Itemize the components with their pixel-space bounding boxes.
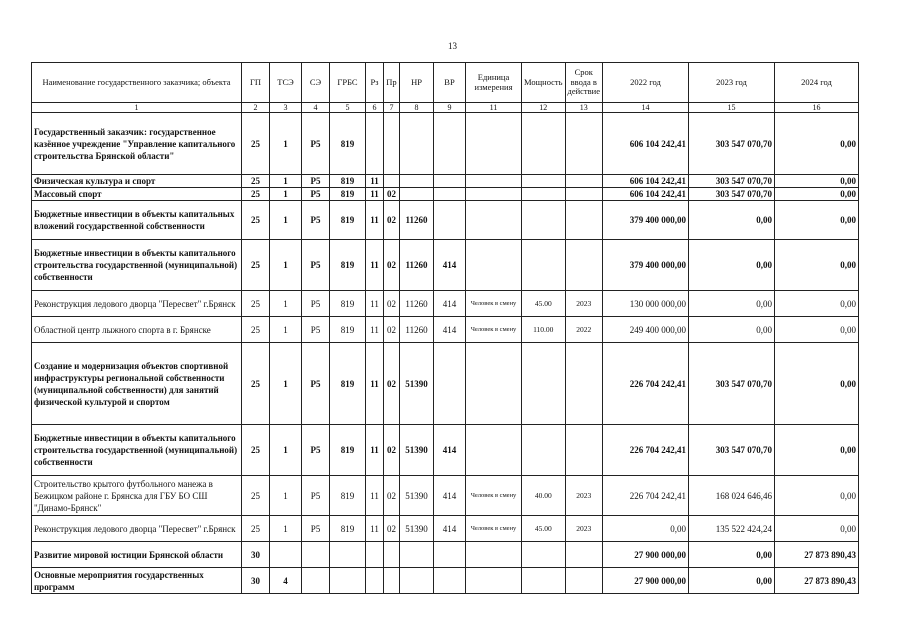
row-name-cell: Бюджетные инвестиции в объекты капитального строительства государственной (муниципальной) собственности xyxy=(32,425,242,476)
column-number: 7 xyxy=(384,103,400,113)
column-number: 14 xyxy=(602,103,688,113)
header-cell: 2024 год xyxy=(774,63,858,103)
table-cell: Р5 xyxy=(302,175,330,188)
table-cell xyxy=(366,113,384,175)
table-cell xyxy=(330,542,366,568)
table-cell xyxy=(384,542,400,568)
table-cell: 11 xyxy=(366,425,384,476)
table-cell: 168 024 646,46 xyxy=(688,476,774,516)
row-name-cell: Физическая культура и спорт xyxy=(32,175,242,188)
table-cell: 2022 xyxy=(565,317,602,343)
table-cell xyxy=(522,201,566,240)
table-cell: 0,00 xyxy=(688,542,774,568)
table-cell: Р5 xyxy=(302,425,330,476)
table-cell xyxy=(565,542,602,568)
table-cell xyxy=(302,568,330,594)
table-cell xyxy=(466,425,522,476)
table-cell: 0,00 xyxy=(688,201,774,240)
table-cell: 819 xyxy=(330,240,366,291)
column-number: 9 xyxy=(434,103,466,113)
table-cell: 0,00 xyxy=(774,291,858,317)
table-cell xyxy=(565,113,602,175)
table-cell: Р5 xyxy=(302,113,330,175)
table-cell xyxy=(384,568,400,594)
table-cell: 819 xyxy=(330,188,366,201)
table-cell: 0,00 xyxy=(774,425,858,476)
table-cell: 25 xyxy=(242,113,270,175)
table-cell: 02 xyxy=(384,317,400,343)
table-cell: 1 xyxy=(270,113,302,175)
table-cell: 819 xyxy=(330,175,366,188)
table-row xyxy=(32,175,859,188)
table-cell: 379 400 000,00 xyxy=(602,201,688,240)
table-cell: 0,00 xyxy=(774,175,858,188)
table-cell xyxy=(565,188,602,201)
table-cell xyxy=(466,188,522,201)
column-number: 15 xyxy=(688,103,774,113)
table-cell xyxy=(565,201,602,240)
table-cell: 606 104 242,41 xyxy=(602,188,688,201)
table-cell xyxy=(270,542,302,568)
table-cell: 1 xyxy=(270,175,302,188)
table-cell xyxy=(565,568,602,594)
table-cell: 25 xyxy=(242,317,270,343)
table-cell xyxy=(400,113,434,175)
table-cell: 25 xyxy=(242,240,270,291)
table-cell: 1 xyxy=(270,516,302,542)
table-cell: 0,00 xyxy=(688,317,774,343)
table-cell: 02 xyxy=(384,201,400,240)
table-cell: 819 xyxy=(330,201,366,240)
table-cell: 25 xyxy=(242,516,270,542)
table-cell: 25 xyxy=(242,476,270,516)
table-cell: 25 xyxy=(242,201,270,240)
table-cell: 414 xyxy=(434,476,466,516)
table-cell: 27 900 000,00 xyxy=(602,542,688,568)
row-name-cell: Реконструкция ледового дворца "Пересвет" г.Брянск xyxy=(32,516,242,542)
table-cell: Р5 xyxy=(302,317,330,343)
table-row xyxy=(32,516,859,542)
table-cell xyxy=(565,343,602,425)
table-cell: 819 xyxy=(330,113,366,175)
table-cell: 0,00 xyxy=(774,113,858,175)
table-cell: 11 xyxy=(366,240,384,291)
table-cell xyxy=(466,201,522,240)
column-number: 6 xyxy=(366,103,384,113)
table-cell: Человек в смену xyxy=(466,516,522,542)
table-cell: Р5 xyxy=(302,188,330,201)
table-cell: 11260 xyxy=(400,317,434,343)
table-cell: 135 522 424,24 xyxy=(688,516,774,542)
table-cell: 379 400 000,00 xyxy=(602,240,688,291)
table-cell: 1 xyxy=(270,476,302,516)
table-cell: 27 900 000,00 xyxy=(602,568,688,594)
table-cell: 0,00 xyxy=(688,568,774,594)
table-cell: 4 xyxy=(270,568,302,594)
table-cell: 11 xyxy=(366,291,384,317)
column-number: 16 xyxy=(774,103,858,113)
table-row xyxy=(32,542,859,568)
table-cell xyxy=(384,113,400,175)
table-cell: 414 xyxy=(434,425,466,476)
table-cell: 25 xyxy=(242,343,270,425)
page-number: 13 xyxy=(448,41,457,51)
table-cell: 45.00 xyxy=(522,516,566,542)
table-cell: 11 xyxy=(366,343,384,425)
table-cell: 11 xyxy=(366,175,384,188)
header-cell: 2022 год xyxy=(602,63,688,103)
header-cell: Пр xyxy=(384,63,400,103)
table-cell: 819 xyxy=(330,516,366,542)
table-cell xyxy=(400,188,434,201)
table-cell: 1 xyxy=(270,317,302,343)
table-cell: 0,00 xyxy=(774,317,858,343)
table-cell: 02 xyxy=(384,476,400,516)
column-number: 13 xyxy=(565,103,602,113)
row-name-cell: Бюджетные инвестиции в объекты капитальных вложений государственной собственности xyxy=(32,201,242,240)
table-cell: 02 xyxy=(384,425,400,476)
table-row xyxy=(32,343,859,425)
table-cell: 45.00 xyxy=(522,291,566,317)
table-cell: 0,00 xyxy=(602,516,688,542)
table-cell: 25 xyxy=(242,291,270,317)
table-cell: Р5 xyxy=(302,343,330,425)
table-cell: 414 xyxy=(434,516,466,542)
table-cell: 02 xyxy=(384,188,400,201)
table-cell: Р5 xyxy=(302,240,330,291)
header-cell: Мощность xyxy=(522,63,566,103)
header-cell: Единица измерения xyxy=(466,63,522,103)
table-cell: 11 xyxy=(366,516,384,542)
table-cell: 606 104 242,41 xyxy=(602,113,688,175)
table-cell: 0,00 xyxy=(774,343,858,425)
table-cell xyxy=(400,542,434,568)
table-cell: 27 873 890,43 xyxy=(774,542,858,568)
table-cell: 819 xyxy=(330,476,366,516)
column-number: 4 xyxy=(302,103,330,113)
table-cell: 130 000 000,00 xyxy=(602,291,688,317)
table-cell: 1 xyxy=(270,201,302,240)
table-cell: 249 400 000,00 xyxy=(602,317,688,343)
table-cell xyxy=(434,343,466,425)
table-cell: 303 547 070,70 xyxy=(688,343,774,425)
table-row xyxy=(32,476,859,516)
table-cell: 226 704 242,41 xyxy=(602,476,688,516)
column-number: 12 xyxy=(522,103,566,113)
table-cell xyxy=(302,542,330,568)
table-cell xyxy=(466,175,522,188)
table-cell xyxy=(522,425,566,476)
table-cell: Человек в смену xyxy=(466,291,522,317)
table-cell: 303 547 070,70 xyxy=(688,425,774,476)
table-cell xyxy=(434,568,466,594)
table-cell: 0,00 xyxy=(774,201,858,240)
table-cell xyxy=(434,175,466,188)
header-cell: 2023 год xyxy=(688,63,774,103)
table-cell xyxy=(522,175,566,188)
table-cell xyxy=(434,201,466,240)
header-row xyxy=(32,63,859,103)
table-cell xyxy=(466,542,522,568)
table-cell: 1 xyxy=(270,343,302,425)
table-cell: 303 547 070,70 xyxy=(688,113,774,175)
row-name-cell: Областной центр лыжного спорта в г. Брянске xyxy=(32,317,242,343)
table-cell xyxy=(466,568,522,594)
table-cell xyxy=(565,425,602,476)
table-row xyxy=(32,425,859,476)
table-cell: 226 704 242,41 xyxy=(602,343,688,425)
table-cell xyxy=(522,568,566,594)
table-cell: 11260 xyxy=(400,201,434,240)
table-cell: 303 547 070,70 xyxy=(688,175,774,188)
header-cell: Срок ввода в действие xyxy=(565,63,602,103)
row-name-cell: Государственный заказчик: государственное казённое учреждение "Управление капитального строительства Брянской области" xyxy=(32,113,242,175)
table-cell xyxy=(400,175,434,188)
table-cell: 02 xyxy=(384,516,400,542)
column-number: 11 xyxy=(466,103,522,113)
table-cell xyxy=(466,240,522,291)
table-cell: 2023 xyxy=(565,291,602,317)
row-name-cell: Строительство крытого футбольного манежа в Бежицком районе г. Брянска для ГБУ БО СШ "Динамо-Брянск" xyxy=(32,476,242,516)
table-cell: 819 xyxy=(330,343,366,425)
table-cell xyxy=(466,113,522,175)
table-cell: 25 xyxy=(242,175,270,188)
table-cell: 11260 xyxy=(400,240,434,291)
table-cell: 414 xyxy=(434,240,466,291)
table-cell: 0,00 xyxy=(688,291,774,317)
header-cell: ВР xyxy=(434,63,466,103)
table-cell: 51390 xyxy=(400,343,434,425)
table-cell xyxy=(466,343,522,425)
table-cell: 1 xyxy=(270,291,302,317)
table-cell: 02 xyxy=(384,240,400,291)
table-cell: 25 xyxy=(242,188,270,201)
table-cell: 1 xyxy=(270,188,302,201)
table-cell: 414 xyxy=(434,291,466,317)
table-cell: 02 xyxy=(384,343,400,425)
table-cell xyxy=(565,175,602,188)
header-cell: ГРБС xyxy=(330,63,366,103)
row-name-cell: Массовый спорт xyxy=(32,188,242,201)
table-row xyxy=(32,201,859,240)
table-cell xyxy=(522,542,566,568)
table-cell xyxy=(330,568,366,594)
table-cell: 40.00 xyxy=(522,476,566,516)
table-cell: 1 xyxy=(270,425,302,476)
table-cell xyxy=(522,240,566,291)
table-cell xyxy=(434,188,466,201)
table-cell xyxy=(522,188,566,201)
header-cell: СЭ xyxy=(302,63,330,103)
table-cell: 226 704 242,41 xyxy=(602,425,688,476)
table-cell: 02 xyxy=(384,291,400,317)
table-cell: Человек в смену xyxy=(466,317,522,343)
table-cell xyxy=(400,568,434,594)
table-cell: 1 xyxy=(270,240,302,291)
table-row xyxy=(32,568,859,594)
table-cell: 11 xyxy=(366,476,384,516)
table-cell: 0,00 xyxy=(774,516,858,542)
table-cell xyxy=(522,113,566,175)
table-cell: Р5 xyxy=(302,516,330,542)
table-cell: Р5 xyxy=(302,476,330,516)
table-cell: 819 xyxy=(330,317,366,343)
row-name-cell: Бюджетные инвестиции в объекты капитального строительства государственной (муниципальной) собственности xyxy=(32,240,242,291)
table-cell xyxy=(366,568,384,594)
table-cell: 819 xyxy=(330,291,366,317)
table-cell: 303 547 070,70 xyxy=(688,188,774,201)
column-number: 2 xyxy=(242,103,270,113)
table-cell: 11260 xyxy=(400,291,434,317)
table-cell: 2023 xyxy=(565,516,602,542)
row-name-cell: Реконструкция ледового дворца "Пересвет" г.Брянск xyxy=(32,291,242,317)
table-cell: 819 xyxy=(330,425,366,476)
header-cell: Рз xyxy=(366,63,384,103)
table-cell xyxy=(366,542,384,568)
table-cell xyxy=(434,542,466,568)
table-cell: 0,00 xyxy=(688,240,774,291)
header-cell: Наименование государственного заказчика; объекта xyxy=(32,63,242,103)
table-cell: 30 xyxy=(242,568,270,594)
header-cell: ГП xyxy=(242,63,270,103)
table-cell: 11 xyxy=(366,188,384,201)
column-number-row xyxy=(32,103,859,113)
column-number: 1 xyxy=(32,103,242,113)
table-cell: 606 104 242,41 xyxy=(602,175,688,188)
table-row xyxy=(32,291,859,317)
row-name-cell: Развитие мировой юстиции Брянской области xyxy=(32,542,242,568)
table-cell: 414 xyxy=(434,317,466,343)
table-cell xyxy=(384,175,400,188)
table-cell xyxy=(565,240,602,291)
table-cell: 0,00 xyxy=(774,240,858,291)
table-row xyxy=(32,317,859,343)
row-name-cell: Основные мероприятия государственных программ xyxy=(32,568,242,594)
table-cell: 51390 xyxy=(400,425,434,476)
table-row xyxy=(32,113,859,175)
table-cell: 51390 xyxy=(400,516,434,542)
table-cell: 11 xyxy=(366,201,384,240)
table-cell: Р5 xyxy=(302,201,330,240)
column-number: 5 xyxy=(330,103,366,113)
table-cell: Человек в смену xyxy=(466,476,522,516)
header-cell: НР xyxy=(400,63,434,103)
table-cell: Р5 xyxy=(302,291,330,317)
table-row xyxy=(32,240,859,291)
table-cell xyxy=(522,343,566,425)
column-number: 8 xyxy=(400,103,434,113)
budget-table xyxy=(31,62,859,594)
row-name-cell: Создание и модернизация объектов спортивной инфраструктуры региональной собственности (муниципальной собственности) для занятий физической культурой и спортом xyxy=(32,343,242,425)
table-row xyxy=(32,188,859,201)
header-cell: ТСЭ xyxy=(270,63,302,103)
table-cell: 11 xyxy=(366,317,384,343)
table-cell: 30 xyxy=(242,542,270,568)
table-cell: 0,00 xyxy=(774,476,858,516)
column-number: 3 xyxy=(270,103,302,113)
table-cell: 27 873 890,43 xyxy=(774,568,858,594)
table-cell xyxy=(434,113,466,175)
table-cell: 2023 xyxy=(565,476,602,516)
table-cell: 25 xyxy=(242,425,270,476)
table-cell: 51390 xyxy=(400,476,434,516)
table-cell: 110.00 xyxy=(522,317,566,343)
table-cell: 0,00 xyxy=(774,188,858,201)
